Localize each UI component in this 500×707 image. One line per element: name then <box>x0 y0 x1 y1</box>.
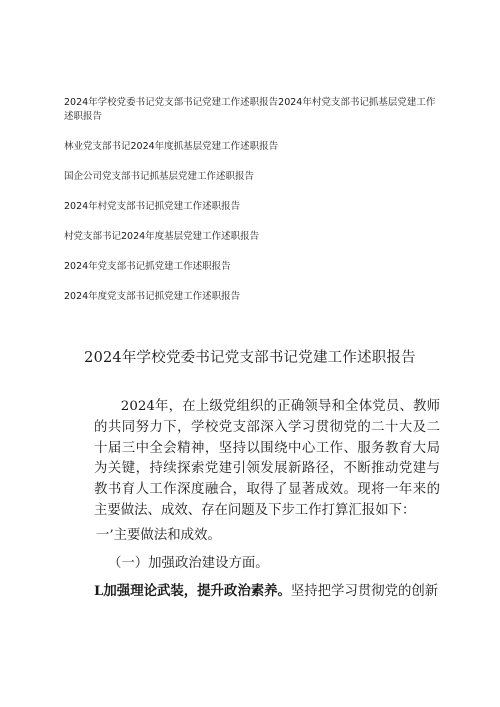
document-title: 2024年学校党委书记党支部书记党建工作述职报告 <box>84 350 416 366</box>
section-heading: 一’主要做法和成效。 <box>96 527 221 543</box>
subsection-heading: （一）加强政治建设方面。 <box>108 555 269 571</box>
toc-item[interactable]: 2024年度党支部书记抓党建工作述职报告 <box>64 291 241 302</box>
point-text: 坚持把学习贯彻党的创新 <box>290 584 439 600</box>
point-lead: L加强理论武装，提升政治素养。 <box>94 583 291 600</box>
document-body <box>94 397 440 603</box>
toc-item[interactable]: 2024年党支部书记抓党建工作述职报告 <box>64 261 231 272</box>
toc-list <box>64 96 444 304</box>
toc-item[interactable]: 2024年学校党委书记党支部书记党建工作述职报告2024年村党支部书记抓基层党建工作述职报告 <box>64 97 436 122</box>
point-paragraph <box>94 581 440 603</box>
toc-item[interactable]: 林业党支部书记2024年度抓基层党建工作述职报告 <box>64 141 279 152</box>
toc-item[interactable]: 村党支部书记2024年度基层党建工作述职报告 <box>64 231 260 242</box>
toc-item[interactable]: 国企公司党支部书记抓基层党建工作述职报告 <box>64 171 255 182</box>
toc-item[interactable]: 2024年村党支部书记抓党建工作述职报告 <box>64 201 241 212</box>
intro-paragraph: 2024年，在上级党组织的正确领导和全体党员、教师的共同努力下，学校党支部深入学习贯彻党的二十大及二十届三中全会精神，坚持以围绕中心工作、服务教育大局为关键，持续探索党建引领发展新路径，不断推动党建与教书育人工作深度融合，取得了显著成效。现将一年来的主要做法、成效、存在问题及下步工作打算汇报如下： <box>94 399 440 518</box>
